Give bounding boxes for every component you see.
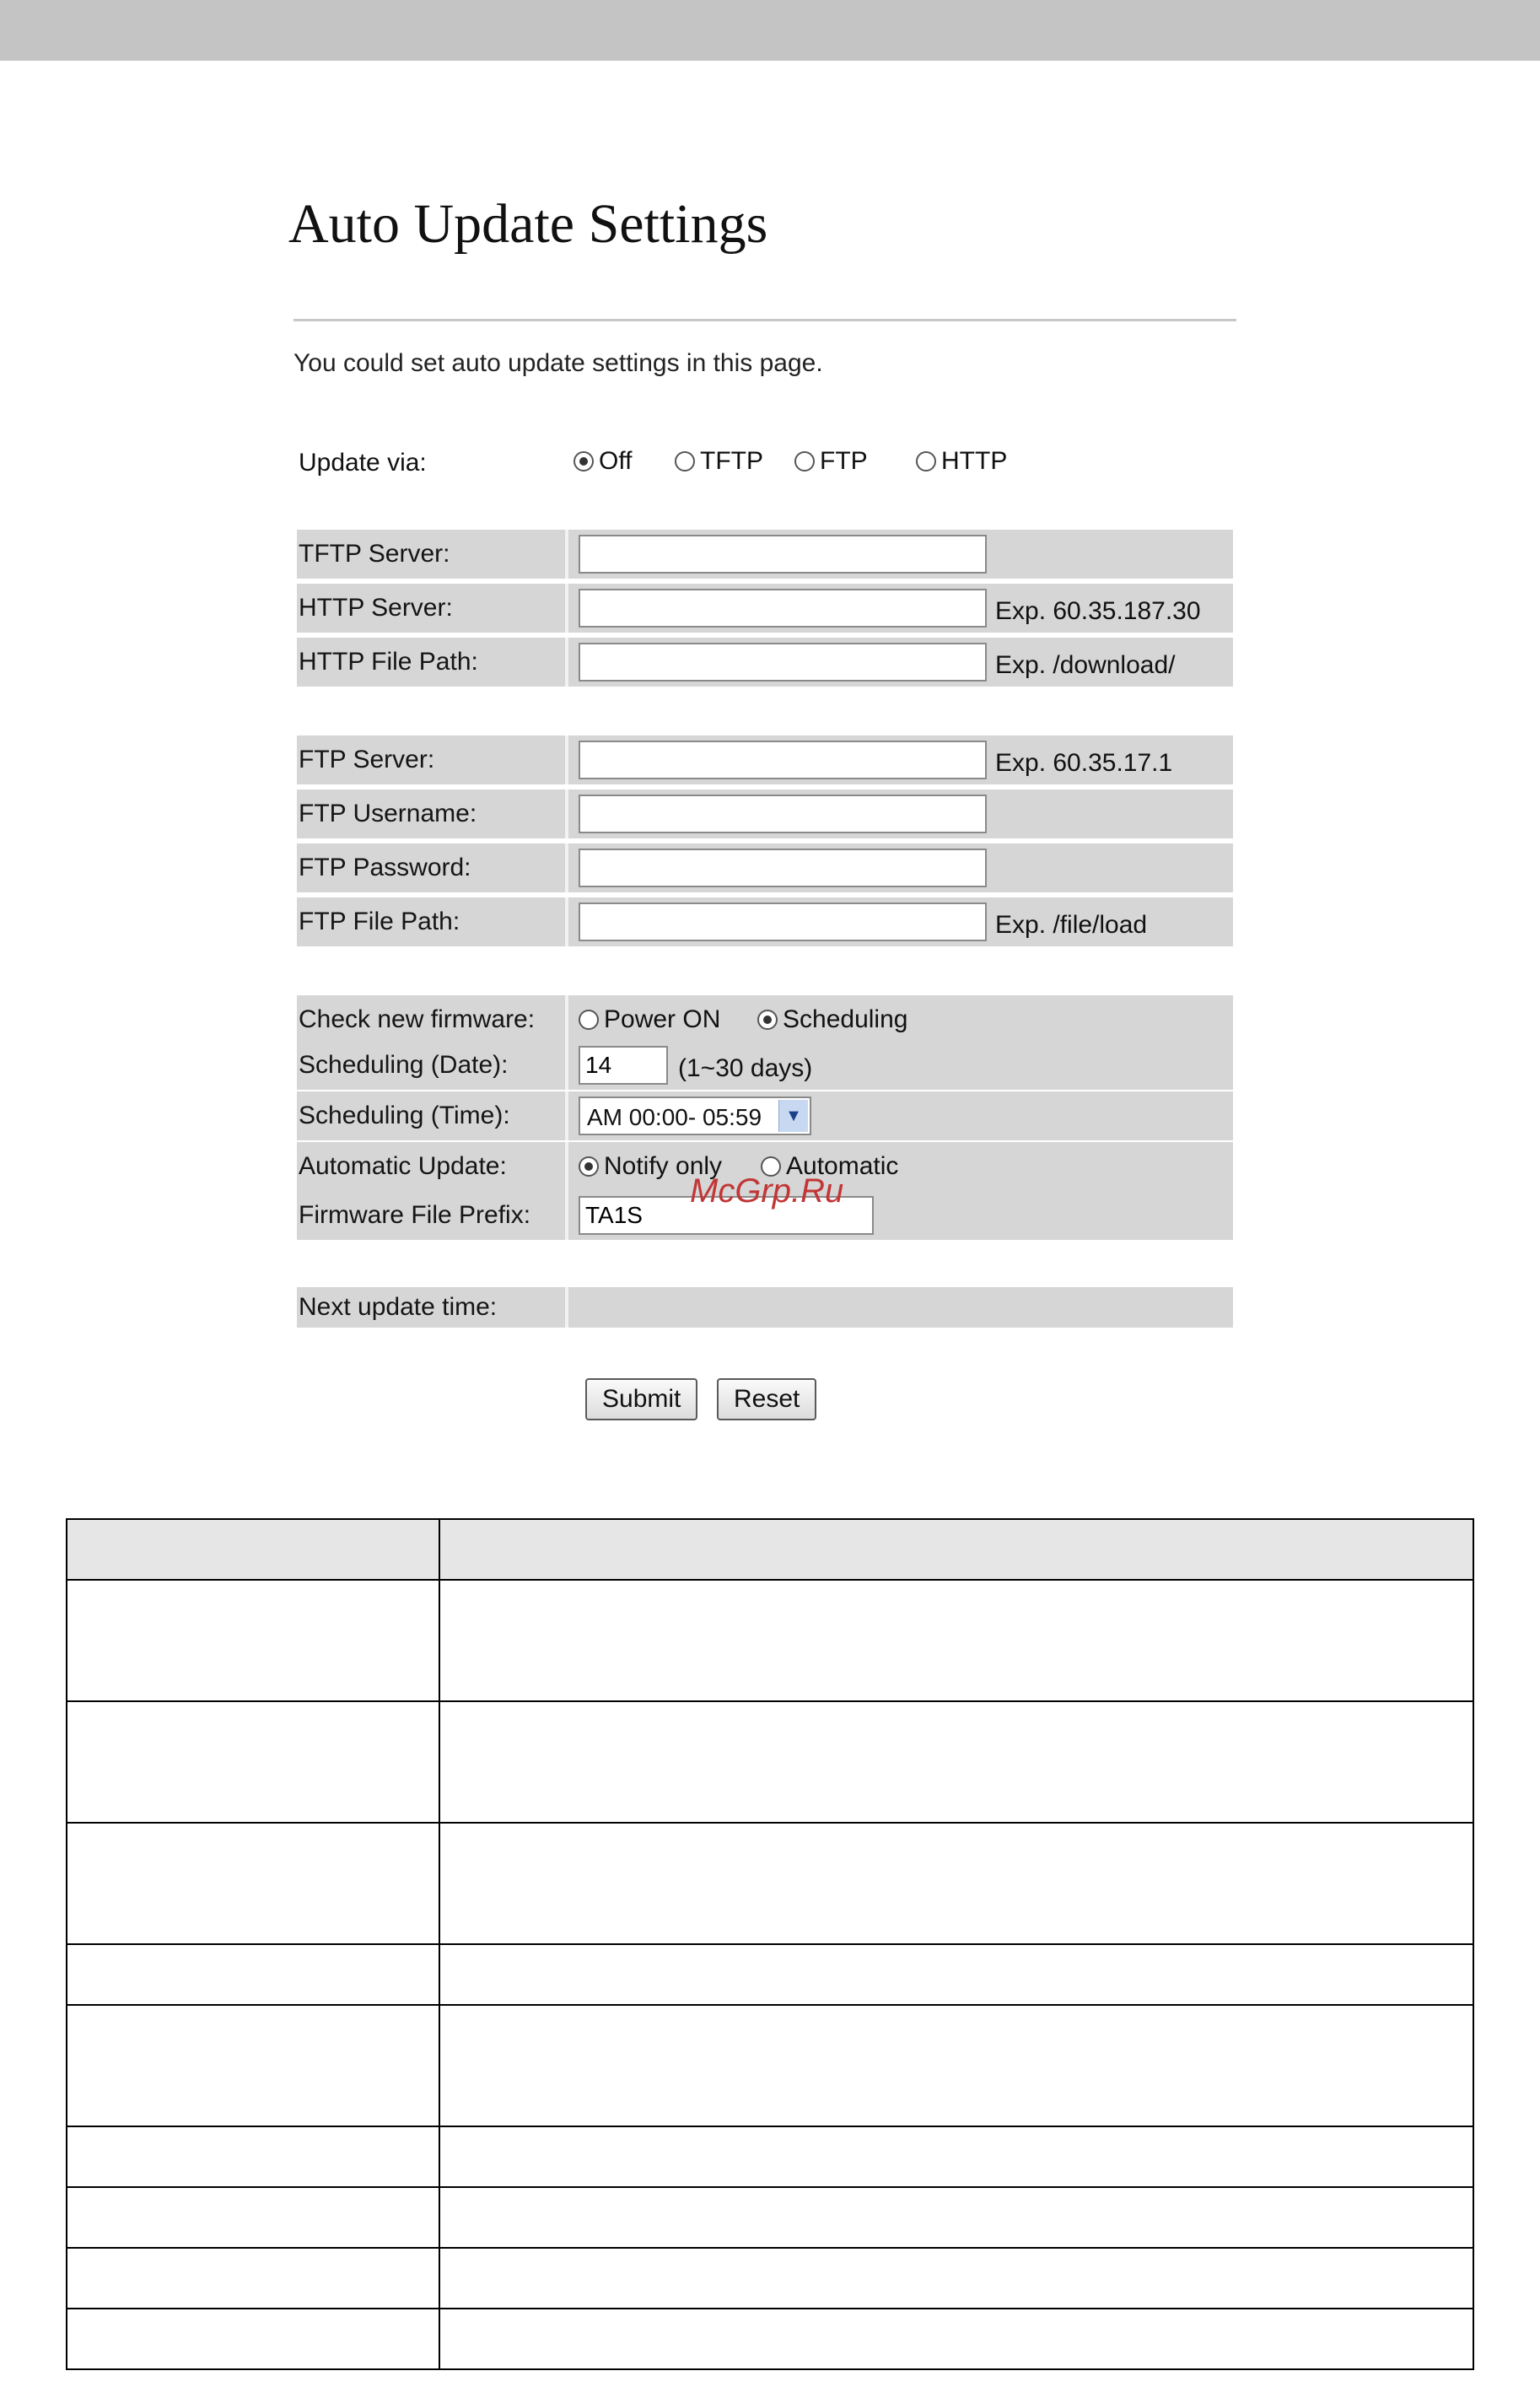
table-cell-item	[67, 2187, 439, 2248]
power-on-label: Power ON	[604, 1005, 721, 1033]
table-cell-description	[439, 1701, 1473, 1823]
ftp-password-cell	[565, 843, 1233, 892]
ftp-file-path-hint: Exp. /file/load	[995, 911, 1148, 939]
table-row	[67, 1580, 1473, 1701]
reset-button[interactable]: Reset	[717, 1378, 816, 1420]
scheduling-label: Scheduling	[783, 1005, 908, 1033]
table-cell-description	[439, 2309, 1473, 2369]
ftp-password-label: FTP Password:	[299, 854, 471, 881]
automatic-update-cell	[565, 1142, 1233, 1191]
http-file-path-cell	[565, 638, 1233, 687]
table-row	[67, 2005, 1473, 2126]
ftp-file-path-cell	[565, 897, 1233, 946]
http-server-row	[297, 584, 1233, 633]
radio-button-icon[interactable]	[579, 1156, 599, 1177]
table-row	[67, 1701, 1473, 1823]
ftp-server-hint: Exp. 60.35.17.1	[995, 749, 1173, 777]
description-table	[66, 1518, 1474, 2370]
next-update-label: Next update time:	[299, 1293, 498, 1321]
ftp-file-path-row	[297, 897, 1233, 946]
http-server-label: HTTP Server:	[299, 594, 453, 622]
http-file-path-label: HTTP File Path:	[299, 648, 478, 676]
table-cell-description	[439, 1519, 1473, 1580]
http-file-path-input[interactable]	[579, 643, 987, 682]
table-row	[67, 2187, 1473, 2248]
schedule-date-label: Scheduling (Date):	[299, 1051, 509, 1079]
tftp-server-label: TFTP Server:	[299, 540, 450, 568]
table-cell-description	[439, 2187, 1473, 2248]
table-row	[67, 1944, 1473, 2005]
table-header-row	[67, 1519, 1473, 1580]
schedule-date-row	[297, 1041, 1233, 1090]
file-prefix-label: Firmware File Prefix:	[299, 1201, 531, 1229]
http-server-cell	[565, 584, 1233, 633]
update-via-http-option[interactable]	[916, 447, 1007, 476]
top-bar	[0, 0, 1540, 61]
check-firmware-row	[297, 995, 1233, 1044]
table-row	[67, 2309, 1473, 2369]
schedule-time-cell	[565, 1091, 1233, 1140]
table-cell-description	[439, 1944, 1473, 2005]
tftp-server-row	[297, 530, 1233, 579]
update-via-row	[297, 444, 1233, 482]
table-cell-item	[67, 1519, 439, 1580]
table-cell-description	[439, 2126, 1473, 2187]
update-via-off-option[interactable]	[573, 447, 632, 476]
ftp-username-cell	[565, 789, 1233, 838]
ftp-server-label: FTP Server:	[299, 746, 435, 773]
table-cell-item	[67, 2005, 439, 2126]
radio-button-icon[interactable]	[757, 1010, 778, 1030]
radio-button-icon[interactable]	[794, 451, 815, 471]
table-cell-item	[67, 2248, 439, 2309]
ftp-file-path-input[interactable]	[579, 903, 987, 941]
http-server-hint: Exp. 60.35.187.30	[995, 597, 1201, 625]
table-cell-description	[439, 2248, 1473, 2309]
radio-button-icon[interactable]	[573, 451, 594, 471]
ftp-server-input[interactable]	[579, 741, 987, 779]
ftp-username-input[interactable]	[579, 795, 987, 833]
submit-button[interactable]: Submit	[585, 1378, 697, 1420]
http-file-path-hint: Exp. /download/	[995, 651, 1176, 679]
intro-text: You could set auto update settings in this page.	[293, 349, 823, 377]
chevron-down-icon[interactable]: ▼	[778, 1100, 808, 1132]
ftp-username-label: FTP Username:	[299, 800, 477, 827]
http-server-input[interactable]	[579, 589, 987, 628]
check-firmware-label: Check new firmware:	[299, 1005, 536, 1033]
ftp-server-cell	[565, 735, 1233, 784]
notify-only-label: Notify only	[604, 1152, 723, 1180]
table-row	[67, 2126, 1473, 2187]
schedule-date-hint: (1~30 days)	[678, 1054, 813, 1082]
page-title: Auto Update Settings	[288, 193, 768, 255]
schedule-time-row	[297, 1091, 1233, 1140]
update-via-ftp-option[interactable]	[794, 447, 868, 476]
table-cell-description	[439, 1580, 1473, 1701]
table-cell-item	[67, 1944, 439, 2005]
table-cell-item	[67, 2309, 439, 2369]
automatic-update-label: Automatic Update:	[299, 1152, 507, 1180]
radio-button-icon[interactable]	[675, 451, 695, 471]
file-prefix-cell	[565, 1191, 1233, 1240]
ftp-password-row	[297, 843, 1233, 892]
watermark: McGrp.Ru	[690, 1172, 844, 1210]
title-divider	[293, 319, 1236, 321]
table-row	[67, 2248, 1473, 2309]
radio-button-icon[interactable]	[579, 1010, 599, 1030]
ftp-file-path-label: FTP File Path:	[299, 908, 460, 935]
schedule-date-cell	[565, 1041, 1233, 1090]
schedule-date-input[interactable]	[579, 1046, 668, 1085]
schedule-time-select[interactable]	[579, 1097, 811, 1135]
table-cell-item	[67, 1701, 439, 1823]
table-cell-item	[67, 2126, 439, 2187]
http-file-path-row	[297, 638, 1233, 687]
update-via-tftp-label: TFTP	[700, 447, 763, 475]
check-firmware-cell	[565, 995, 1233, 1044]
scheduling-option[interactable]	[757, 1005, 907, 1034]
update-via-tftp-option[interactable]	[675, 447, 763, 476]
update-via-http-label: HTTP	[941, 447, 1008, 475]
power-on-option[interactable]	[579, 1005, 720, 1034]
next-update-value	[565, 1287, 1233, 1328]
table-row	[67, 1823, 1473, 1944]
table-cell-description	[439, 1823, 1473, 1944]
next-update-row	[297, 1287, 1233, 1328]
table-cell-item	[67, 1580, 439, 1701]
automatic-label: Automatic	[786, 1152, 899, 1180]
radio-button-icon[interactable]	[916, 451, 936, 471]
ftp-server-row	[297, 735, 1233, 784]
tftp-server-cell	[565, 530, 1233, 579]
update-via-off-label: Off	[599, 447, 633, 475]
ftp-password-input[interactable]	[579, 849, 987, 887]
schedule-time-value: AM 00:00- 05:59	[587, 1104, 762, 1130]
update-via-ftp-label: FTP	[820, 447, 868, 475]
ftp-username-row	[297, 789, 1233, 838]
table-cell-description	[439, 2005, 1473, 2126]
update-via-label: Update via:	[299, 449, 427, 477]
schedule-time-label: Scheduling (Time):	[299, 1102, 510, 1129]
table-cell-item	[67, 1823, 439, 1944]
tftp-server-input[interactable]	[579, 535, 987, 574]
